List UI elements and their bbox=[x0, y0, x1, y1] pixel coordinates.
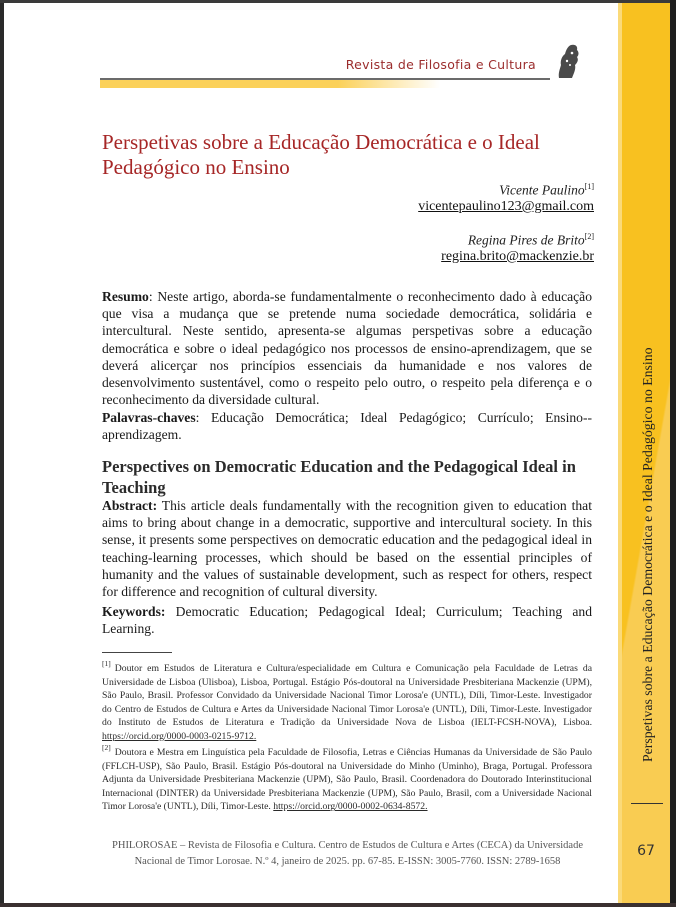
viewer-right-edge bbox=[670, 0, 676, 907]
resumo-text: : Neste artigo, aborda-se fundamentalmente o reconhecimento dado à educação que visa a mudança que se pretende numa sociedade democrática, solidária e intercultural. Neste sentido, apresenta-se algumas perspetivas sobre a educação democrática e sobre o ideal pedagógico nos processos de ensino-aprendizagem, que se deverá alicerçar nos princípios essenciais da humanidade e nos valores de desenvolvimento sustentável, como o respeito pelo outro, o respeito pela diferença e o reconhecimento da diversidade cultural. bbox=[102, 289, 592, 408]
author-1 bbox=[499, 182, 594, 199]
footnote-marker: [2] bbox=[102, 743, 111, 752]
footnote-ref[interactable]: [2] bbox=[584, 232, 594, 241]
footnote-2 bbox=[102, 741, 592, 814]
keywords-paragraph bbox=[102, 603, 592, 637]
keywords-label: Keywords: bbox=[102, 604, 166, 619]
footnote-text: Doutora e Mestra em Linguística pela Faculdade de Filosofia, Letras e Ciências Humanas da Universidade de São Paulo (FFLCH-USP), São Paulo, Brasil. Estágio Pós-doutoral na Universidade do Minho (Uminho), Braga, Portugal. Professora Adjunta da Universidade Presbiteriana Mackenzie (UPM), São Paulo, Brasil. Coordenadora do Doutorado Interinstitucional Internacional (DINTER) da Universidade Presbiteriana Mackenzie (UPM), São Paulo, Brasil, com a Universidade Nacional Timor Lorosa'e (UNTL), Díli, Timor-Leste. bbox=[102, 747, 592, 813]
abstract-label: Abstract: bbox=[102, 498, 158, 513]
thinker-logo-icon bbox=[555, 43, 587, 79]
author-2 bbox=[468, 232, 594, 249]
keywords-text: Democratic Education; Pedagogical Ideal; Curriculum; Teaching and Learning. bbox=[102, 604, 592, 637]
header-rule bbox=[100, 78, 550, 80]
page-footer bbox=[100, 838, 595, 870]
author-name: Regina Pires de Brito bbox=[467, 232, 585, 248]
footer-line-1: PHILOROSAE – Revista de Filosofia e Cultura. Centro de Estudos de Cultura e Artes (CECA) da Universidade bbox=[112, 840, 583, 851]
english-title: Perspectives on Democratic Education and the Pedagogical Ideal in Teaching bbox=[102, 457, 576, 497]
side-running-title: Perspetivas sobre a Educação Democrática e o Ideal Pedagógico no Ensino bbox=[640, 347, 655, 762]
side-rule bbox=[631, 803, 663, 804]
header-yellow-bar bbox=[100, 80, 440, 88]
resumo-paragraph bbox=[102, 288, 592, 408]
article-title: Perspetivas sobre a Educação Democrática e o Ideal Pedagógico no Ensino bbox=[102, 130, 540, 179]
footer-line-2: Nacional de Timor Lorosae. N.º 4, janeiro de 2025. pp. 67-85. E-ISSN: 3005-7760. ISSN: 2789-1658 bbox=[134, 856, 561, 867]
author-2-email[interactable]: regina.brito@mackenzie.br bbox=[441, 249, 594, 264]
footnote-1 bbox=[102, 657, 592, 744]
abstract-text: This article deals fundamentally with the recognition given to education that aims to bring about change in a democratic, supportive and intercultural society. In this sense, it presents some perspectives on democratic education and the pedagogical ideal in teaching-learning processes, which should be based on the essential principles of humanity and the values of sustainable development, such as respect for others, respect for difference and recognition of cultural diversity. bbox=[102, 498, 592, 600]
viewer-bottom-edge bbox=[0, 903, 676, 907]
palavras-chaves-paragraph bbox=[102, 409, 592, 443]
footnote-text: Doutor em Estudos de Literatura e Cultura/especialidade em Cultura e Comunicação pela Faculdade de Letras da Universidade de Lisboa (Ulisboa), Lisboa, Portugal. Estágio Pós-doutoral na Universidade Presbiteriana Mackenzie (UPM), São Paulo, Brasil. Professor Convidado da Universidade Nacional Timor Lorosa'e (UNTL), Díli, Timor-Leste. Investigador do Centro de Estudos de Cultura e Artes da Universidade Nacional Timor Lorosa'e (UNTL), Díli, Timor-Leste. Investigador do Instituto de Estudos de Literatura e Tradição da Universidade Nova de Lisboa (IELT-FCSH-NOVA), Lisboa. bbox=[102, 663, 592, 729]
abstract-paragraph bbox=[102, 497, 592, 600]
author-name: Vicente Paulino bbox=[499, 182, 585, 198]
author-1-email[interactable]: vicentepaulino123@gmail.com bbox=[418, 199, 594, 214]
palavras-chaves-label: Palavras-chaves bbox=[102, 410, 196, 425]
orcid-link[interactable]: https://orcid.org/0000-0003-0215-9712. bbox=[102, 730, 257, 742]
page-number: 67 bbox=[637, 843, 655, 859]
orcid-link[interactable]: https://orcid.org/0000-0002-0634-8572. bbox=[273, 801, 428, 813]
resumo-label: Resumo bbox=[102, 289, 149, 304]
journal-header: Revista de Filosofia e Cultura bbox=[345, 57, 536, 72]
footnote-separator bbox=[102, 652, 172, 653]
footnote-marker: [1] bbox=[102, 659, 111, 668]
footnote-ref[interactable]: [1] bbox=[584, 182, 594, 191]
palavras-chaves-text: : Educação Democrática; Ideal Pedagógico; Currículo; Ensino--aprendizagem. bbox=[102, 410, 592, 443]
